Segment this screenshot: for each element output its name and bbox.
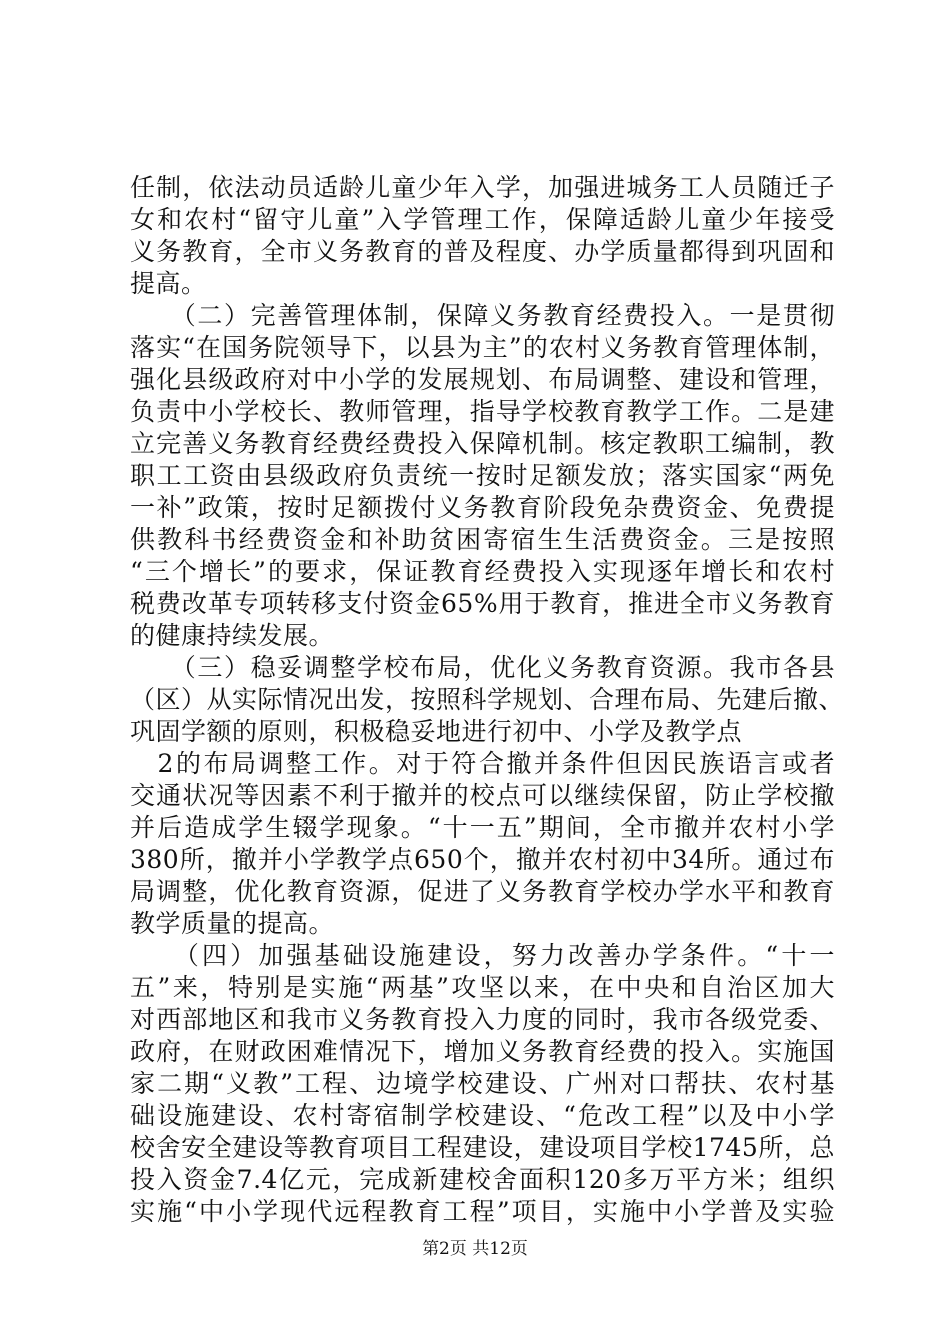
text-line: “三个增长”的要求，保证教育经费投入实现逐年增长和农村 xyxy=(130,557,835,586)
text-line: 校舍安全建设等教育项目工程建设，建设项目学校1745所，总 xyxy=(130,1133,835,1162)
text-line: 任制，依法动员适龄儿童少年入学，加强进城务工人员随迁子 xyxy=(130,173,835,202)
body-text xyxy=(130,172,845,1228)
text-line: 实施“中小学现代远程教育工程”项目，实施中小学普及实验 xyxy=(130,1197,835,1226)
text-line: 380所，撤并小学教学点650个，撤并农村初中34所。通过布 xyxy=(130,845,835,874)
text-line: 供教科书经费资金和补助贫困寄宿生生活费资金。三是按照 xyxy=(130,525,835,554)
text-line: 2的布局调整工作。对于符合撤并条件但因民族语言或者 xyxy=(130,749,835,778)
text-line: 教学质量的提高。 xyxy=(130,909,335,938)
text-line: 础设施建设、农村寄宿制学校建设、“危改工程”以及中小学 xyxy=(130,1101,835,1130)
text-line: 投入资金7.4亿元，完成新建校舍面积120多万平方米；组织 xyxy=(130,1165,835,1194)
text-line: 局调整，优化教育资源，促进了义务教育学校办学水平和教育 xyxy=(130,877,835,906)
text-line: 交通状况等因素不利于撤并的校点可以继续保留，防止学校撤 xyxy=(130,781,835,810)
text-line: 立完善义务教育经费经费投入保障机制。核定教职工编制，教 xyxy=(130,429,835,458)
text-line: 负责中小学校长、教师管理，指导学校教育教学工作。二是建 xyxy=(130,397,835,426)
text-line: 税费改革专项转移支付资金65%用于教育，推进全市义务教育 xyxy=(130,589,835,618)
text-line: 家二期“义教”工程、边境学校建设、广州对口帮扶、农村基 xyxy=(130,1069,835,1098)
text-line: （二）完善管理体制，保障义务教育经费投入。一是贯彻 xyxy=(130,301,835,330)
text-line: 落实“在国务院领导下，以县为主”的农村义务教育管理体制， xyxy=(130,333,835,362)
text-line: 义务教育，全市义务教育的普及程度、办学质量都得到巩固和 xyxy=(130,237,835,266)
text-line: 政府，在财政困难情况下，增加义务教育经费的投入。实施国 xyxy=(130,1037,835,1066)
text-line: 巩固学额的原则，积极稳妥地进行初中、小学及教学点 xyxy=(130,717,743,746)
text-line: 强化县级政府对中小学的发展规划、布局调整、建设和管理， xyxy=(130,365,835,394)
text-line: 五”来，特别是实施“两基”攻坚以来，在中央和自治区加大 xyxy=(130,973,835,1002)
text-line: （三）稳妥调整学校布局，优化义务教育资源。我市各县 xyxy=(130,653,835,682)
text-line: 对西部地区和我市义务教育投入力度的同时，我市各级党委、 xyxy=(130,1005,835,1034)
text-line: （四）加强基础设施建设，努力改善办学条件。“十一 xyxy=(130,941,835,970)
text-line: 女和农村“留守儿童”入学管理工作，保障适龄儿童少年接受 xyxy=(130,205,835,234)
text-line: 的健康持续发展。 xyxy=(130,621,335,650)
text-line: 并后造成学生辍学现象。“十一五”期间，全市撤并农村小学 xyxy=(130,813,835,842)
text-line: （区）从实际情况出发，按照科学规划、合理布局、先建后撤、 xyxy=(130,685,845,714)
text-line: 提高。 xyxy=(130,269,207,298)
page-footer: 第2页 共12页 xyxy=(422,1239,528,1259)
text-line: 一补”政策，按时足额拨付义务教育阶段免杂费资金、免费提 xyxy=(130,493,835,522)
text-line: 职工工资由县级政府负责统一按时足额发放；落实国家“两免 xyxy=(130,461,835,490)
